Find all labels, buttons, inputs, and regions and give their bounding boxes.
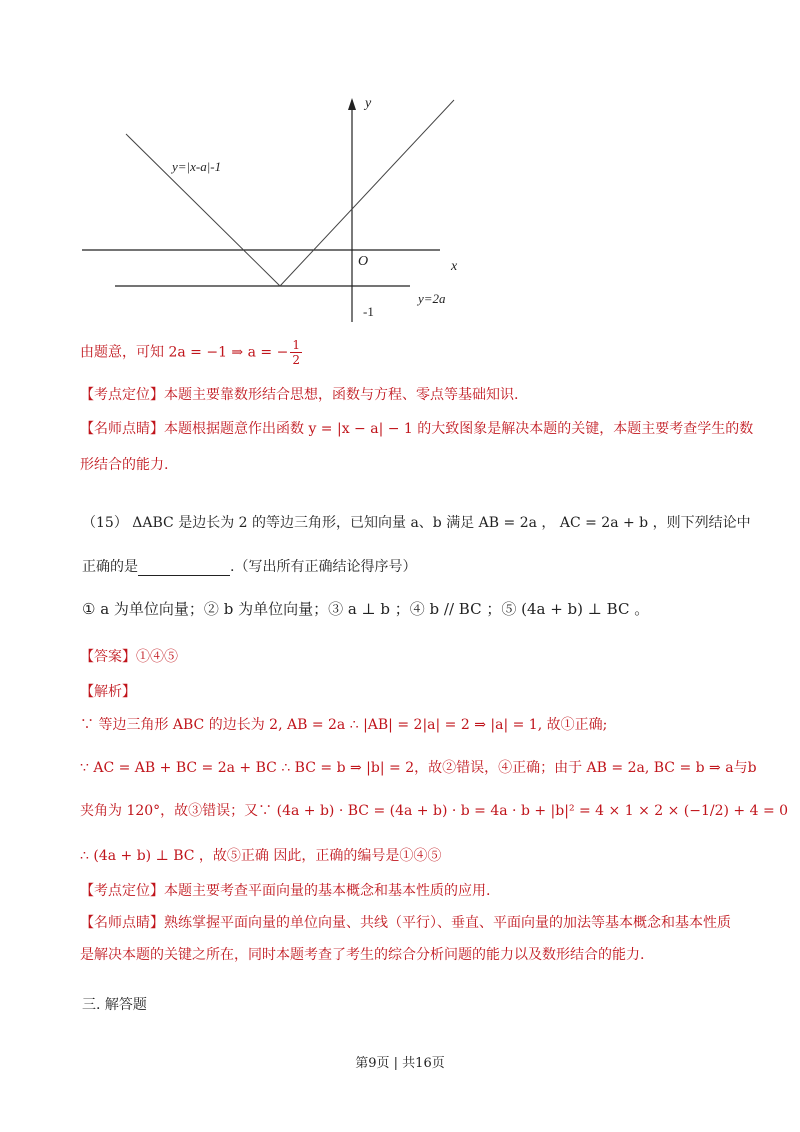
jiexi-step2: ∵ AC = AB + BC = 2a + BC ∴ BC = b ⇒ |b| = 2，故②错误，④正确；由于 AB = 2a, BC = b ⇒ a与b — [80, 760, 757, 776]
conclusion-line — [80, 338, 304, 367]
problem15-line1: （15） ΔABC 是边长为 2 的等边三角形，已知向量 a、b 满足 AB = 2a ， AC = 2a + b ，则下列结论中 — [82, 515, 751, 531]
function-graph — [0, 0, 800, 330]
conclusion-text: 由题意，可知 2a = −1 ⇒ a = − — [80, 344, 289, 361]
y-axis-label: y — [365, 96, 372, 111]
curve-abs — [126, 100, 454, 286]
fraction-denominator: 2 — [292, 353, 300, 367]
page-footer: 第9页 | 共16页 — [355, 1056, 445, 1071]
jiexi-label: 【解析】 — [80, 684, 136, 700]
jiexi-step4: ∴ (4a + b) ⊥ BC ，故⑤正确 因此，正确的编号是①④⑤ — [80, 848, 442, 864]
answer-blank — [138, 561, 230, 576]
dianjing-14-line2: 形结合的能力. — [80, 457, 169, 473]
jiexi-step3: 夹角为 120°，故③错误；又∵ (4a + b) · BC = (4a + b) · b = 4a · b + |b|² = 4 × 1 × 2 × (−1/2) + 4 = 0 — [80, 803, 789, 819]
problem15-options: ① a 为单位向量；② b 为单位向量；③ a ⊥ b ；④ b // BC ；⑤ (4a + b) ⊥ BC 。 — [82, 600, 650, 618]
problem15-line2 — [82, 556, 416, 576]
fraction-numerator: 1 — [292, 338, 300, 352]
line-label: y=2a — [418, 291, 446, 306]
kaodian-15: 【考点定位】本题主要考查平面向量的基本概念和基本性质的应用. — [80, 883, 491, 899]
fraction-half — [290, 338, 302, 367]
answer-15: 【答案】①④⑤ — [80, 649, 178, 665]
origin-label: O — [358, 254, 369, 269]
jiexi-step1: ∵ 等边三角形 ABC 的边长为 2, AB = 2a ∴ |AB| = 2|a| = 2 ⇒ |a| = 1, 故①正确; — [80, 717, 608, 733]
kaodian-14: 【考点定位】本题主要靠数形结合思想，函数与方程、零点等基础知识. — [80, 387, 519, 403]
section-heading: 三. 解答题 — [82, 997, 147, 1013]
tick-minus-one: -1 — [363, 304, 374, 319]
problem15-prefix: 正确的是 — [82, 559, 138, 575]
y-axis-arrow — [348, 98, 356, 110]
dianjing-15-line2: 是解决本题的关键之所在，同时本题考查了考生的综合分析问题的能力以及数形结合的能力. — [80, 947, 645, 963]
dianjing-14-line1: 【名师点睛】本题根据题意作出函数 y = |x − a| − 1 的大致图象是解决本题的关键，本题主要考查学生的数 — [80, 421, 754, 437]
problem15-suffix: .（写出所有正确结论得序号） — [230, 559, 417, 575]
x-axis-label: x — [451, 259, 458, 274]
dianjing-15-line1: 【名师点睛】熟练掌握平面向量的单位向量、共线（平行）、垂直、平面向量的加法等基本概念和基本性质 — [80, 915, 731, 931]
curve-label: y=|x-a|-1 — [172, 159, 222, 174]
